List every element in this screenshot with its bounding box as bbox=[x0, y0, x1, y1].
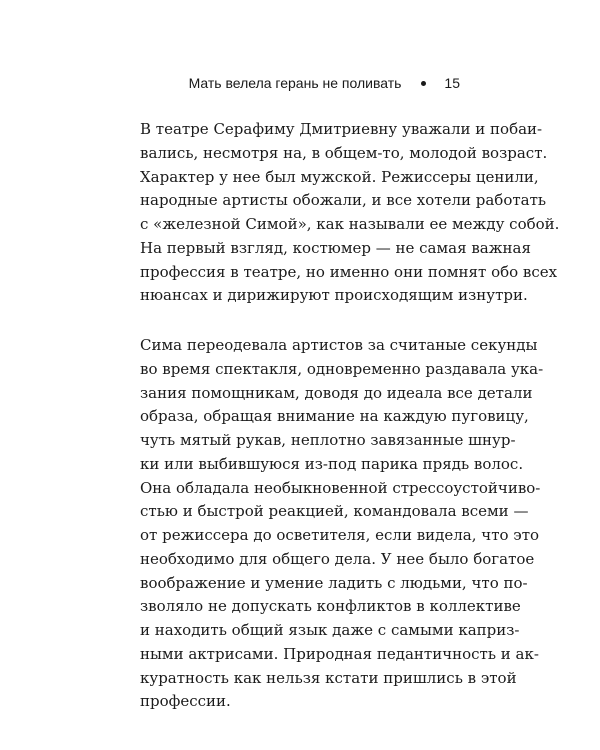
text-line: народные артисты обожали, и все хотели работать bbox=[140, 191, 547, 210]
text-line: стью и быстрой реакцией, командовала всеми — bbox=[140, 502, 529, 521]
text-line: Характер у нее был мужской. Режиссеры ценили, bbox=[140, 167, 539, 186]
text-line: образа, обращая внимание на каждую пуговицу, bbox=[140, 407, 529, 426]
text-line: чуть мятый рукав, неплотно завязанные шнур- bbox=[140, 431, 516, 449]
body-text bbox=[140, 118, 560, 714]
text-line: куратность как нельзя кстати пришлись в этой bbox=[140, 668, 517, 687]
book-title: Мать велела герань не поливать bbox=[188, 75, 402, 91]
text-line: На первый взгляд, костюмер — не самая важная bbox=[140, 238, 531, 257]
text-line: Она обладала необыкновенной стрессоустойчиво- bbox=[140, 478, 541, 497]
text-line: с «железной Симой», как называли ее между собой. bbox=[140, 215, 560, 233]
text-line: ными актрисами. Природная педантичность и ак- bbox=[140, 644, 539, 663]
text-line: и находить общий язык даже с самыми каприз- bbox=[140, 621, 520, 639]
text-line: зволяло не допускать конфликтов в коллективе bbox=[140, 597, 521, 616]
text-line: зания помощникам, доводя до идеала все детали bbox=[140, 383, 533, 402]
text-line: В театре Серафиму Дмитриевну уважали и побаи- bbox=[140, 120, 543, 138]
text-line: Сима переодевала артистов за считаные секунды bbox=[140, 336, 538, 354]
running-header bbox=[189, 75, 460, 91]
text-line: профессия в театре, но именно они помнят обо всех bbox=[140, 262, 558, 281]
text-line: нюансах и дирижируют происходящим изнутри. bbox=[140, 286, 528, 305]
text-line: необходимо для общего дела. У нее было богатое bbox=[140, 549, 535, 568]
page-number: 15 bbox=[444, 75, 460, 91]
text-line: во время спектакля, одновременно раздавала ука- bbox=[140, 359, 544, 378]
text-line: от режиссера до осветителя, если видела, что это bbox=[140, 526, 540, 544]
paragraph bbox=[140, 334, 544, 714]
text-line: профессии. bbox=[140, 692, 231, 711]
bullet-separator-icon bbox=[421, 81, 426, 86]
text-line: вались, несмотря на, в общем-то, молодой возраст. bbox=[140, 143, 548, 162]
text-line: воображение и умение ладить с людьми, что по- bbox=[140, 573, 528, 592]
text-line: ки или выбившуюся из-под парика прядь волос. bbox=[140, 454, 524, 473]
paragraph bbox=[140, 118, 560, 308]
